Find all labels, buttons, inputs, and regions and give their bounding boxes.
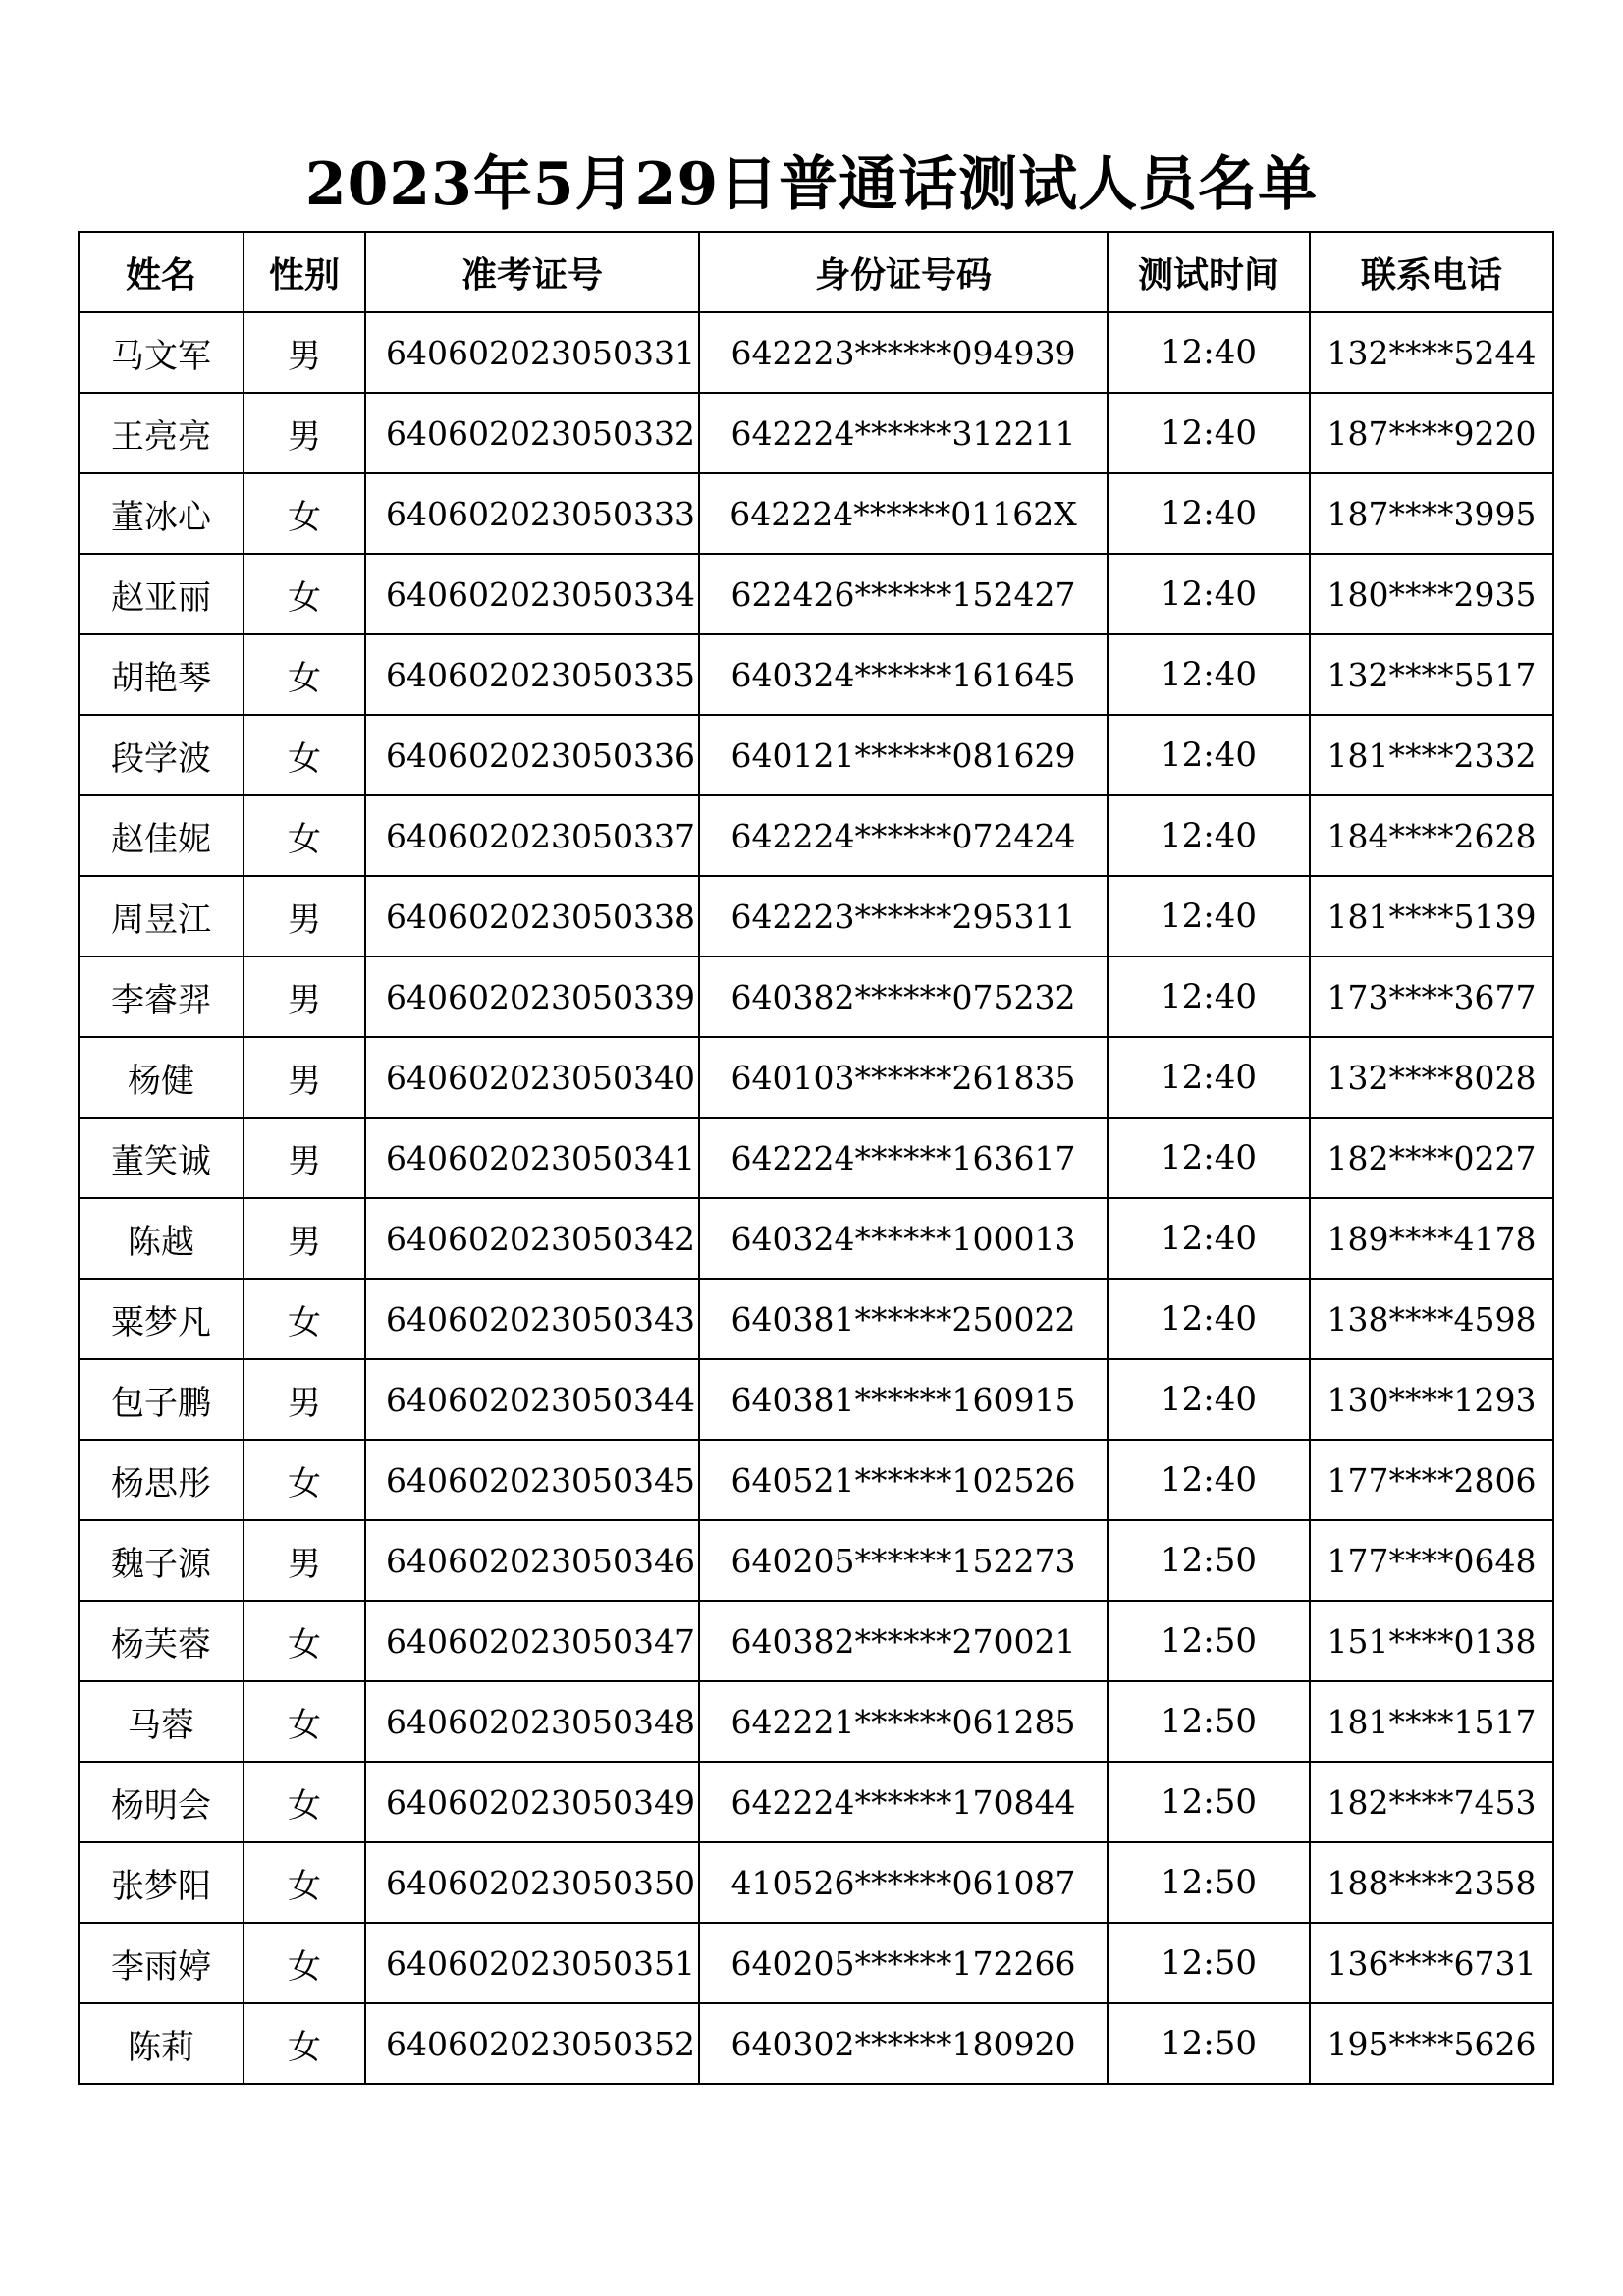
table-row — [79, 1118, 1553, 1198]
cell-gender: 女 — [243, 1601, 365, 1681]
cell-test-time: 12:40 — [1108, 473, 1310, 554]
cell-gender: 女 — [243, 1440, 365, 1520]
table-row — [79, 715, 1553, 795]
cell-gender: 女 — [243, 1279, 365, 1359]
cell-gender: 男 — [243, 1520, 365, 1601]
cell-id-number: 642224******312211 — [699, 393, 1108, 473]
cell-name: 陈莉 — [79, 2003, 243, 2084]
cell-exam-id: 640602023050342 — [365, 1198, 699, 1279]
cell-phone: 181****2332 — [1310, 715, 1553, 795]
table-row — [79, 1923, 1553, 2003]
cell-phone: 177****2806 — [1310, 1440, 1553, 1520]
cell-phone: 182****7453 — [1310, 1762, 1553, 1842]
cell-exam-id: 640602023050346 — [365, 1520, 699, 1601]
cell-gender: 男 — [243, 1118, 365, 1198]
cell-test-time: 12:40 — [1108, 393, 1310, 473]
cell-id-number: 410526******061087 — [699, 1842, 1108, 1923]
cell-exam-id: 640602023050352 — [365, 2003, 699, 2084]
cell-gender: 男 — [243, 393, 365, 473]
cell-test-time: 12:40 — [1108, 957, 1310, 1037]
cell-phone: 132****5517 — [1310, 634, 1553, 715]
cell-name: 陈越 — [79, 1198, 243, 1279]
table-row — [79, 1520, 1553, 1601]
table-row — [79, 473, 1553, 554]
column-header-gender: 性别 — [243, 232, 365, 312]
cell-exam-id: 640602023050336 — [365, 715, 699, 795]
cell-test-time: 12:40 — [1108, 876, 1310, 957]
cell-name: 董笑诚 — [79, 1118, 243, 1198]
cell-name: 周昱江 — [79, 876, 243, 957]
cell-name: 包子鹏 — [79, 1359, 243, 1440]
cell-name: 马蓉 — [79, 1681, 243, 1762]
cell-phone: 132****5244 — [1310, 312, 1553, 393]
cell-exam-id: 640602023050350 — [365, 1842, 699, 1923]
table-row — [79, 1601, 1553, 1681]
cell-exam-id: 640602023050348 — [365, 1681, 699, 1762]
cell-id-number: 640121******081629 — [699, 715, 1108, 795]
cell-name: 杨健 — [79, 1037, 243, 1118]
cell-phone: 187****9220 — [1310, 393, 1553, 473]
table-row — [79, 1440, 1553, 1520]
cell-phone: 188****2358 — [1310, 1842, 1553, 1923]
cell-id-number: 640382******075232 — [699, 957, 1108, 1037]
cell-gender: 女 — [243, 1762, 365, 1842]
column-header-test-time: 测试时间 — [1108, 232, 1310, 312]
cell-exam-id: 640602023050343 — [365, 1279, 699, 1359]
cell-phone: 138****4598 — [1310, 1279, 1553, 1359]
cell-id-number: 642224******01162X — [699, 473, 1108, 554]
cell-test-time: 12:40 — [1108, 634, 1310, 715]
cell-gender: 女 — [243, 795, 365, 876]
cell-exam-id: 640602023050333 — [365, 473, 699, 554]
cell-gender: 男 — [243, 1198, 365, 1279]
cell-test-time: 12:40 — [1108, 795, 1310, 876]
cell-id-number: 640382******270021 — [699, 1601, 1108, 1681]
cell-test-time: 12:40 — [1108, 1118, 1310, 1198]
cell-gender: 女 — [243, 2003, 365, 2084]
table-row — [79, 554, 1553, 634]
cell-name: 赵亚丽 — [79, 554, 243, 634]
cell-name: 李雨婷 — [79, 1923, 243, 2003]
cell-test-time: 12:40 — [1108, 1037, 1310, 1118]
table-row — [79, 2003, 1553, 2084]
cell-gender: 女 — [243, 634, 365, 715]
cell-name: 段学波 — [79, 715, 243, 795]
cell-phone: 181****5139 — [1310, 876, 1553, 957]
cell-gender: 男 — [243, 312, 365, 393]
column-header-phone: 联系电话 — [1310, 232, 1553, 312]
column-header-exam-id: 准考证号 — [365, 232, 699, 312]
cell-test-time: 12:40 — [1108, 1198, 1310, 1279]
table-row — [79, 1198, 1553, 1279]
column-header-name: 姓名 — [79, 232, 243, 312]
roster-body — [79, 312, 1553, 2084]
cell-id-number: 642224******072424 — [699, 795, 1108, 876]
cell-gender: 男 — [243, 1359, 365, 1440]
cell-name: 杨明会 — [79, 1762, 243, 1842]
cell-id-number: 640521******102526 — [699, 1440, 1108, 1520]
cell-phone: 130****1293 — [1310, 1359, 1553, 1440]
cell-name: 粟梦凡 — [79, 1279, 243, 1359]
cell-gender: 女 — [243, 1681, 365, 1762]
cell-name: 董冰心 — [79, 473, 243, 554]
cell-id-number: 640302******180920 — [699, 2003, 1108, 2084]
cell-exam-id: 640602023050338 — [365, 876, 699, 957]
cell-phone: 136****6731 — [1310, 1923, 1553, 2003]
cell-phone: 151****0138 — [1310, 1601, 1553, 1681]
cell-test-time: 12:40 — [1108, 1359, 1310, 1440]
cell-gender: 男 — [243, 1037, 365, 1118]
cell-exam-id: 640602023050339 — [365, 957, 699, 1037]
column-header-id-number: 身份证号码 — [699, 232, 1108, 312]
cell-name: 胡艳琴 — [79, 634, 243, 715]
cell-id-number: 622426******152427 — [699, 554, 1108, 634]
cell-test-time: 12:50 — [1108, 1681, 1310, 1762]
cell-exam-id: 640602023050335 — [365, 634, 699, 715]
cell-id-number: 640381******250022 — [699, 1279, 1108, 1359]
cell-gender: 女 — [243, 554, 365, 634]
cell-exam-id: 640602023050331 — [365, 312, 699, 393]
cell-exam-id: 640602023050345 — [365, 1440, 699, 1520]
cell-id-number: 640324******161645 — [699, 634, 1108, 715]
cell-id-number: 642221******061285 — [699, 1681, 1108, 1762]
cell-test-time: 12:50 — [1108, 2003, 1310, 2084]
cell-phone: 173****3677 — [1310, 957, 1553, 1037]
cell-exam-id: 640602023050337 — [365, 795, 699, 876]
table-row — [79, 1359, 1553, 1440]
table-row — [79, 1681, 1553, 1762]
cell-gender: 女 — [243, 473, 365, 554]
cell-exam-id: 640602023050341 — [365, 1118, 699, 1198]
cell-exam-id: 640602023050349 — [365, 1762, 699, 1842]
cell-gender: 女 — [243, 1842, 365, 1923]
cell-id-number: 640103******261835 — [699, 1037, 1108, 1118]
cell-id-number: 642223******295311 — [699, 876, 1108, 957]
header-row — [79, 232, 1553, 312]
cell-test-time: 12:50 — [1108, 1520, 1310, 1601]
cell-name: 魏子源 — [79, 1520, 243, 1601]
cell-phone: 132****8028 — [1310, 1037, 1553, 1118]
table-row — [79, 1037, 1553, 1118]
cell-gender: 女 — [243, 715, 365, 795]
cell-test-time: 12:50 — [1108, 1601, 1310, 1681]
cell-exam-id: 640602023050332 — [365, 393, 699, 473]
cell-test-time: 12:40 — [1108, 1279, 1310, 1359]
cell-gender: 女 — [243, 1923, 365, 2003]
cell-id-number: 642223******094939 — [699, 312, 1108, 393]
cell-name: 张梦阳 — [79, 1842, 243, 1923]
cell-exam-id: 640602023050334 — [365, 554, 699, 634]
cell-name: 李睿羿 — [79, 957, 243, 1037]
table-row — [79, 957, 1553, 1037]
cell-phone: 189****4178 — [1310, 1198, 1553, 1279]
table-row — [79, 634, 1553, 715]
cell-test-time: 12:50 — [1108, 1842, 1310, 1923]
cell-name: 杨思彤 — [79, 1440, 243, 1520]
cell-id-number: 640205******152273 — [699, 1520, 1108, 1601]
cell-id-number: 642224******163617 — [699, 1118, 1108, 1198]
cell-phone: 182****0227 — [1310, 1118, 1553, 1198]
table-row — [79, 1842, 1553, 1923]
cell-test-time: 12:50 — [1108, 1923, 1310, 2003]
table-row — [79, 876, 1553, 957]
cell-test-time: 12:40 — [1108, 1440, 1310, 1520]
cell-exam-id: 640602023050351 — [365, 1923, 699, 2003]
cell-id-number: 640324******100013 — [699, 1198, 1108, 1279]
table-row — [79, 393, 1553, 473]
cell-id-number: 640205******172266 — [699, 1923, 1108, 2003]
cell-gender: 男 — [243, 957, 365, 1037]
cell-exam-id: 640602023050347 — [365, 1601, 699, 1681]
cell-gender: 男 — [243, 876, 365, 957]
cell-exam-id: 640602023050340 — [365, 1037, 699, 1118]
cell-test-time: 12:40 — [1108, 312, 1310, 393]
cell-phone: 181****1517 — [1310, 1681, 1553, 1762]
table-row — [79, 1762, 1553, 1842]
page-title: 2023年5月29日普通话测试人员名单 — [304, 150, 1319, 219]
cell-phone: 195****5626 — [1310, 2003, 1553, 2084]
cell-name: 赵佳妮 — [79, 795, 243, 876]
cell-phone: 180****2935 — [1310, 554, 1553, 634]
table-row — [79, 1279, 1553, 1359]
cell-name: 杨芙蓉 — [79, 1601, 243, 1681]
table-row — [79, 795, 1553, 876]
roster-table — [78, 231, 1554, 2085]
cell-phone: 177****0648 — [1310, 1520, 1553, 1601]
cell-test-time: 12:40 — [1108, 715, 1310, 795]
cell-phone: 187****3995 — [1310, 473, 1553, 554]
cell-id-number: 642224******170844 — [699, 1762, 1108, 1842]
cell-test-time: 12:50 — [1108, 1762, 1310, 1842]
cell-name: 王亮亮 — [79, 393, 243, 473]
cell-test-time: 12:40 — [1108, 554, 1310, 634]
cell-name: 马文军 — [79, 312, 243, 393]
cell-id-number: 640381******160915 — [699, 1359, 1108, 1440]
table-row — [79, 312, 1553, 393]
cell-exam-id: 640602023050344 — [365, 1359, 699, 1440]
cell-phone: 184****2628 — [1310, 795, 1553, 876]
